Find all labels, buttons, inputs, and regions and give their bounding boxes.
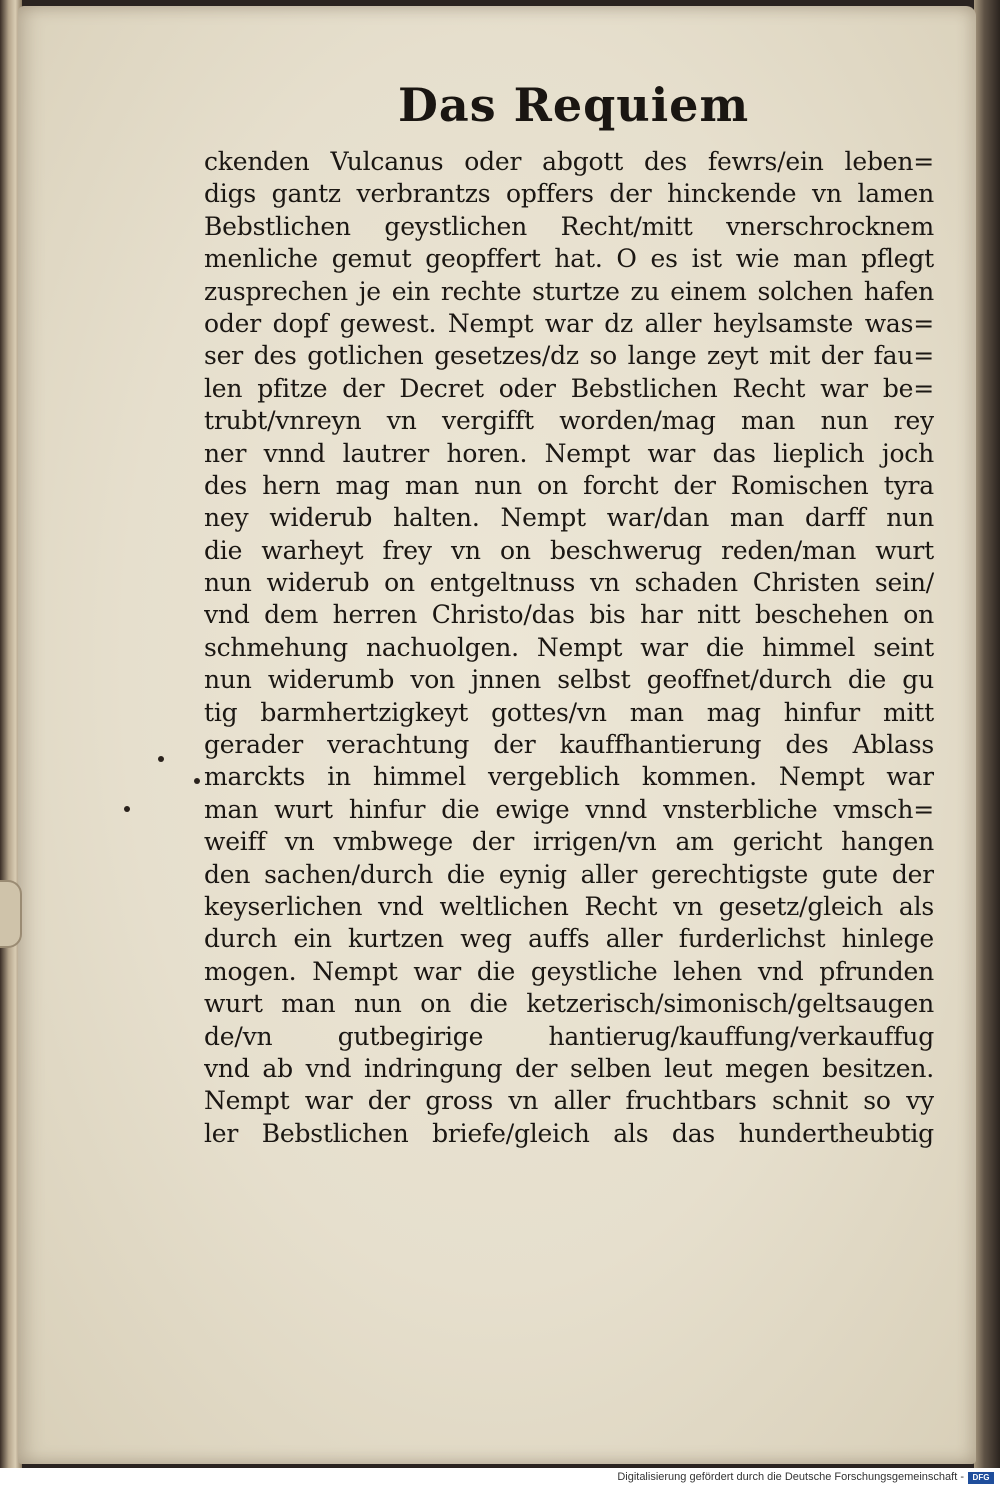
text-line: gerader verachtung der kauffhantierung des Ablass — [204, 730, 934, 760]
text-line: len pfitze der Decret oder Bebstlichen Recht war be= — [204, 373, 934, 403]
text-line: weiff vn vmbwege der irrigen/vn am gericht hangen — [204, 827, 934, 857]
text-line: vnd dem herren Christo/das bis har nitt beschehen on — [204, 600, 934, 630]
text-line: schmehung nachuolgen. Nempt war die himmel seint — [204, 632, 934, 662]
text-line: oder dopf gewest. Nempt war dz aller heylsamste was= — [204, 308, 934, 338]
text-line: trubt/vnreyn vn vergifft worden/mag man nun rey — [204, 406, 934, 436]
text-line: wurt man nun on die ketzerisch/simonisch/geltsaugen — [204, 989, 934, 1019]
body-text — [204, 146, 934, 1150]
text-line: des hern mag man nun on forcht der Romischen tyra — [204, 470, 934, 500]
page-title: Das Requiem — [398, 78, 750, 132]
footer-credit: Digitalisierung gefördert durch die Deutsche Forschungsgemeinschaft - — [617, 1471, 964, 1483]
book-right-edge — [974, 0, 1000, 1468]
text-line: ney widerub halten. Nempt war/dan man darff nun — [204, 503, 934, 533]
text-line: keyserlichen vnd weltlichen Recht vn gesetz/gleich als — [204, 891, 934, 921]
text-line: ler Bebstlichen briefe/gleich als das hundertheubtig — [204, 1118, 934, 1148]
book-page — [18, 6, 976, 1464]
book-clasp — [0, 880, 22, 948]
margin-mark — [158, 756, 164, 762]
dfg-logo: DFG — [968, 1472, 994, 1484]
text-line: ser des gotlichen gesetzes/dz so lange zeyt mit der fau= — [204, 341, 934, 371]
text-line: de/vn gutbegirige hantierug/kauffung/verkauffug — [204, 1021, 934, 1051]
text-line: Bebstlichen geystlichen Recht/mitt vnerschrocknem — [204, 211, 934, 241]
text-line: digs gantz verbrantzs opffers der hinckende vn lamen — [204, 179, 934, 209]
text-line: menliche gemut geopffert hat. O es ist wie man pflegt — [204, 244, 934, 274]
text-line: man wurt hinfur die ewige vnnd vnsterbliche vmsch= — [204, 794, 934, 824]
text-line: die warheyt frey vn on beschwerug reden/man wurt — [204, 535, 934, 565]
margin-mark — [194, 778, 200, 784]
text-line: nun widerub on entgeltnuss vn schaden Christen sein/ — [204, 568, 934, 598]
text-line: mogen. Nempt war die geystliche lehen vnd pfrunden — [204, 956, 934, 986]
text-line: nun widerumb von jnnen selbst geoffnet/durch die gu — [204, 665, 934, 695]
text-line: den sachen/durch die eynig aller gerechtigste gute der — [204, 859, 934, 889]
text-line: durch ein kurtzen weg auffs aller furderlichst hinlege — [204, 924, 934, 954]
margin-mark — [124, 806, 130, 812]
text-line: zusprechen je ein rechte sturtze zu einem solchen hafen — [204, 276, 934, 306]
text-line: marckts in himmel vergeblich kommen. Nempt war — [204, 762, 934, 792]
text-line: Nempt war der gross vn aller fruchtbars schnit so vy — [204, 1086, 934, 1116]
text-line: vnd ab vnd indringung der selben leut megen besitzen. — [204, 1053, 934, 1083]
text-line: ner vnnd lautrer horen. Nempt war das lieplich joch — [204, 438, 934, 468]
text-line: tig barmhertzigkeyt gottes/vn man mag hinfur mitt — [204, 697, 934, 727]
text-line: ckenden Vulcanus oder abgott des fewrs/ein leben= — [204, 147, 934, 176]
footer-bar — [0, 1468, 1000, 1489]
